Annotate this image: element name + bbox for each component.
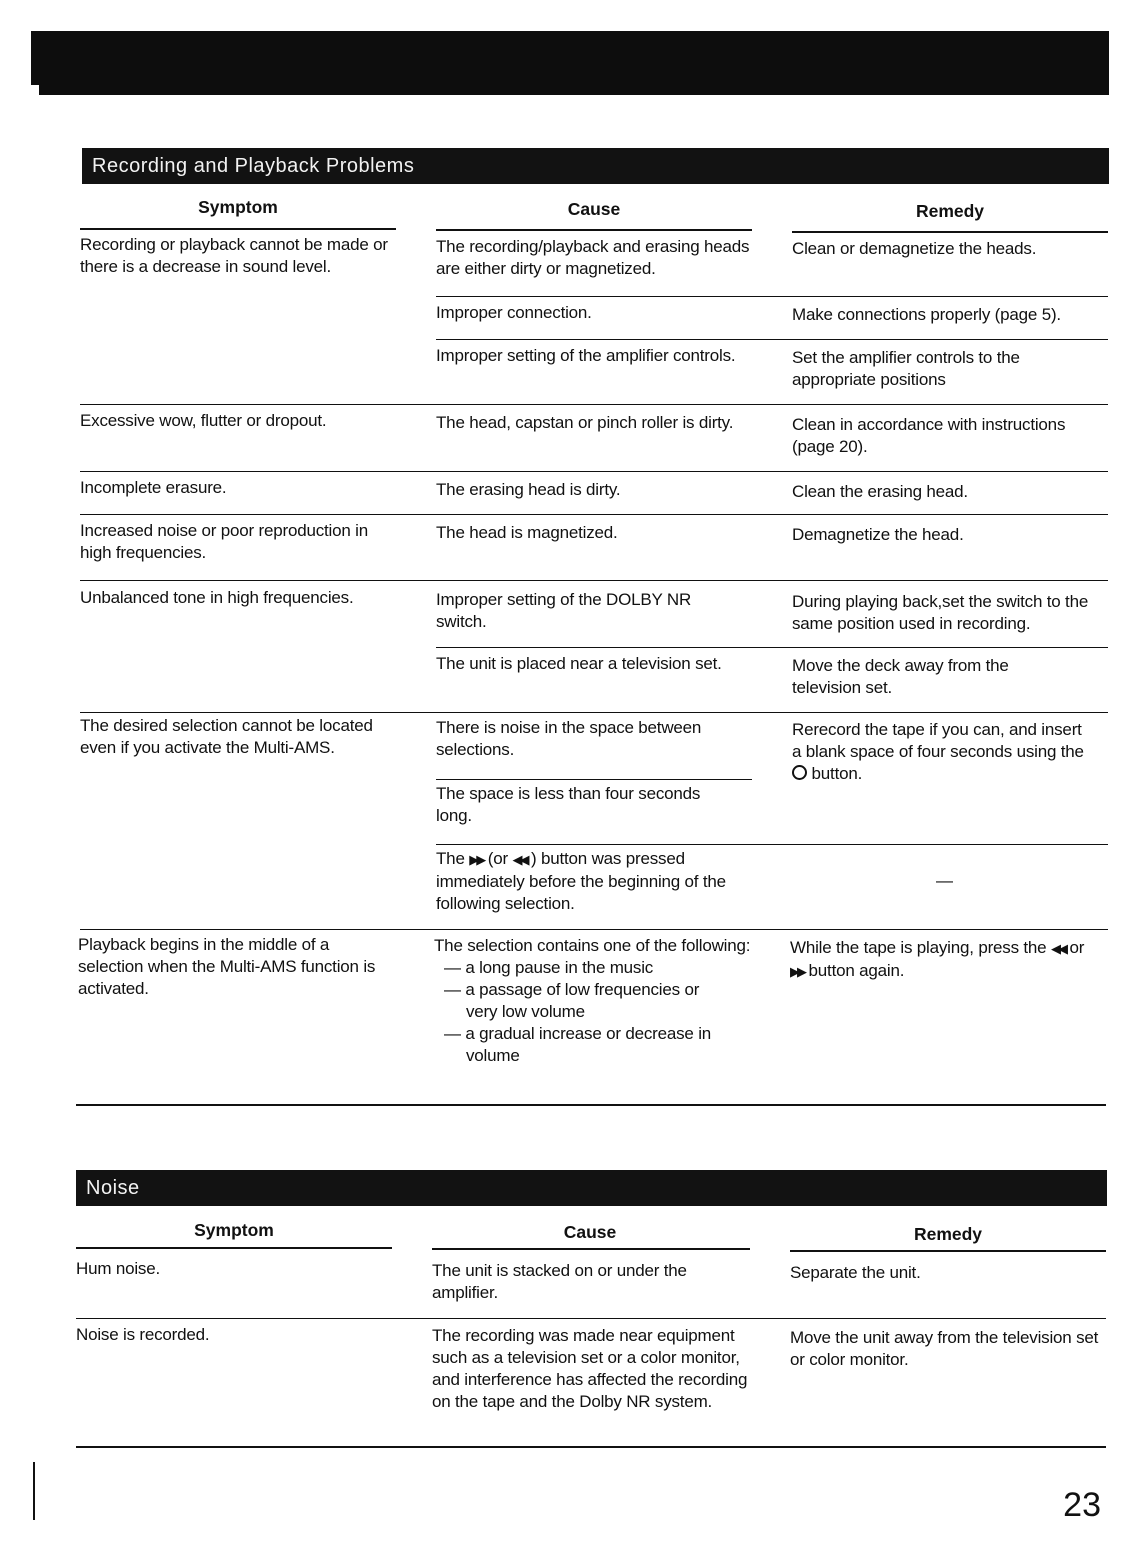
cause-cell: The recording was made near equipment such as a television set or a color monitor, and interference has affected the recording on the tape and the Dolby NR system. <box>432 1326 748 1411</box>
column-header-cause: Cause <box>563 1222 617 1242</box>
cause-cell: The unit is placed near a television set. <box>436 654 722 673</box>
row-rule <box>80 471 1108 472</box>
remedy-text: button. <box>811 764 863 783</box>
cause-cell: There is noise in the space between selections. <box>436 718 702 759</box>
cause-cell: The recording/playback and erasing heads are either dirty or magnetized. <box>436 237 750 278</box>
cause-list-item: — a passage of low frequencies or <box>444 980 700 999</box>
symptom-cell: Excessive wow, flutter or dropout. <box>80 411 327 430</box>
fast-forward-icon: ▶▶ <box>469 852 484 867</box>
symptom-cell: Increased noise or poor reproduction in high frequencies. <box>80 521 368 562</box>
cause-cell: The head is magnetized. <box>436 523 618 542</box>
cause-cell: Improper setting of the DOLBY NR switch. <box>436 590 692 631</box>
cause-text: (or <box>487 849 508 868</box>
row-rule <box>76 1318 1106 1319</box>
remedy-cell: Clean in accordance with instructions (page 20). <box>792 415 1066 456</box>
sub-row-rule <box>436 779 752 780</box>
symptom-cell: Hum noise. <box>76 1259 160 1278</box>
remedy-cell: Clean or demagnetize the heads. <box>792 239 1037 258</box>
header-rule <box>790 1250 1106 1252</box>
cause-cell <box>436 848 746 915</box>
column-header-cause: Cause <box>567 199 621 219</box>
cause-cell <box>434 935 764 1067</box>
cause-cell: Improper connection. <box>436 303 592 322</box>
remedy-text: While the tape is playing, press the <box>790 938 1047 957</box>
column-header-symptom: Symptom <box>198 197 278 217</box>
row-rule <box>80 580 1108 581</box>
sub-row-rule <box>436 647 1108 648</box>
remedy-cell: Demagnetize the head. <box>792 525 964 544</box>
row-rule <box>80 712 1108 713</box>
remedy-cell: Move the deck away from the television set. <box>792 656 1009 697</box>
cause-list-item-continued: volume <box>466 1046 520 1065</box>
cause-text: ) button was pressed immediately before the beginning of the following selection. <box>436 849 726 913</box>
symptom-cell: Noise is recorded. <box>76 1325 210 1344</box>
remedy-cell: Make connections properly (page 5). <box>792 305 1061 324</box>
cause-list-item: — a long pause in the music <box>444 958 654 977</box>
header-bar <box>31 31 1109 95</box>
header-rule <box>432 1248 750 1250</box>
cause-list-item: — a gradual increase or decrease in <box>444 1024 712 1043</box>
row-rule <box>80 514 1108 515</box>
cause-cell: The unit is stacked on or under the amplifier. <box>432 1261 687 1302</box>
fast-forward-icon: ▶▶ <box>790 964 804 979</box>
header-rule <box>436 229 752 231</box>
column-header-remedy: Remedy <box>913 1224 983 1244</box>
remedy-text: button again. <box>808 961 905 980</box>
remedy-text: Rerecord the tape if you can, and insert a blank space of four seconds using the <box>792 720 1084 761</box>
remedy-cell <box>790 937 1100 983</box>
rewind-icon: ◀◀ <box>512 852 527 867</box>
remedy-cell <box>792 719 1092 785</box>
remedy-cell-empty: — <box>936 871 953 890</box>
header-rule <box>792 231 1108 233</box>
section-title-recording: Recording and Playback Problems <box>82 148 1109 184</box>
margin-mark <box>33 1462 35 1520</box>
remedy-cell: Move the unit away from the television set or color monitor. <box>790 1328 1099 1369</box>
rewind-icon: ◀◀ <box>1050 941 1065 956</box>
cause-cell: The space is less than four seconds long. <box>436 784 701 825</box>
cause-list-item-continued: very low volume <box>466 1002 585 1021</box>
sub-row-rule <box>436 339 1108 340</box>
remedy-cell: During playing back,set the switch to the same position used in recording. <box>792 592 1089 633</box>
section-title-noise: Noise <box>76 1170 1107 1206</box>
record-button-icon <box>792 765 807 780</box>
remedy-cell: Clean the erasing head. <box>792 482 968 501</box>
symptom-cell: The desired selection cannot be located even if you activate the Multi-AMS. <box>80 716 373 757</box>
symptom-cell: Recording or playback cannot be made or there is a decrease in sound level. <box>80 235 388 276</box>
column-header-symptom: Symptom <box>194 1220 274 1240</box>
section-end-rule <box>76 1104 1106 1106</box>
cause-cell: The erasing head is dirty. <box>436 480 621 499</box>
cause-cell: The head, capstan or pinch roller is dirty. <box>436 413 734 432</box>
column-header-remedy: Remedy <box>915 201 985 221</box>
section-end-rule <box>76 1446 1106 1448</box>
symptom-cell: Unbalanced tone in high frequencies. <box>80 588 354 607</box>
cause-text: The selection contains one of the following: <box>434 936 751 955</box>
cause-text: The <box>436 849 465 868</box>
remedy-cell: Separate the unit. <box>790 1263 921 1282</box>
header-bar-notch <box>31 85 39 95</box>
sub-row-rule <box>436 296 1108 297</box>
remedy-cell: Set the amplifier controls to the appropriate positions <box>792 348 1020 389</box>
row-rule <box>80 929 1108 930</box>
page-number: 23 <box>1063 1486 1101 1524</box>
remedy-text: or <box>1069 938 1085 957</box>
header-rule <box>80 228 396 230</box>
header-rule <box>76 1247 392 1249</box>
cause-cell: Improper setting of the amplifier controls. <box>436 346 736 365</box>
row-rule <box>80 404 1108 405</box>
symptom-cell: Incomplete erasure. <box>80 478 227 497</box>
symptom-cell: Playback begins in the middle of a selection when the Multi-AMS function is activated. <box>78 935 376 998</box>
sub-row-rule <box>436 844 1108 845</box>
